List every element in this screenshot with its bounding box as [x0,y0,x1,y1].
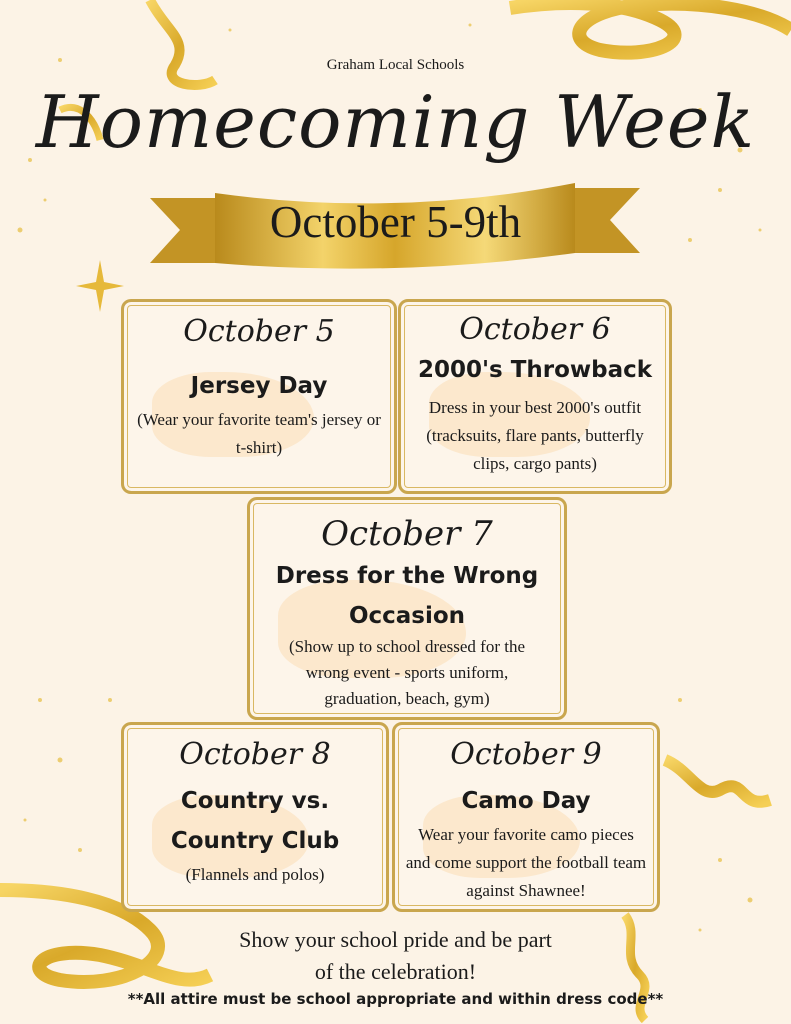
day-card-october-6 [398,299,672,494]
day-description: Dress in your best 2000's outfit (tracksuits, flare pants, butterfly clips, cargo pants) [426,398,644,473]
day-card-october-7 [247,497,567,720]
day-card-october-8 [121,722,389,912]
dress-code-note: **All attire must be school appropriate and within dress code** [127,990,664,1008]
day-theme: Camo Day [461,788,591,814]
day-theme: Dress for the Wrong Occasion [275,563,539,629]
day-description: (Wear your favorite team's jersey or t-shirt) [137,410,381,457]
page-title: Homecoming Week [35,80,756,164]
day-description: (Flannels and polos) [185,865,325,884]
day-card-october-5 [121,299,397,494]
day-date: October 7 [321,514,493,554]
day-description: (Show up to school dressed for the wrong event - sports uniform, graduation, beach, gym) [288,637,526,708]
day-theme: 2000's Throwback [417,357,653,383]
day-description: Wear your favorite camo pieces and come support the football team against Shawnee! [405,825,647,900]
day-theme: Jersey Day [190,373,328,399]
day-theme: Country vs. Country Club [170,788,340,854]
day-date: October 6 [459,312,611,347]
day-date: October 8 [179,737,331,772]
school-name: Graham Local Schools [326,57,465,73]
pride-message: Show your school pride and be part of the celebration! [239,927,552,984]
day-card-october-9 [392,722,660,912]
day-date: October 5 [183,314,335,349]
date-range: October 5-9th [269,197,522,247]
day-date: October 9 [450,737,602,772]
